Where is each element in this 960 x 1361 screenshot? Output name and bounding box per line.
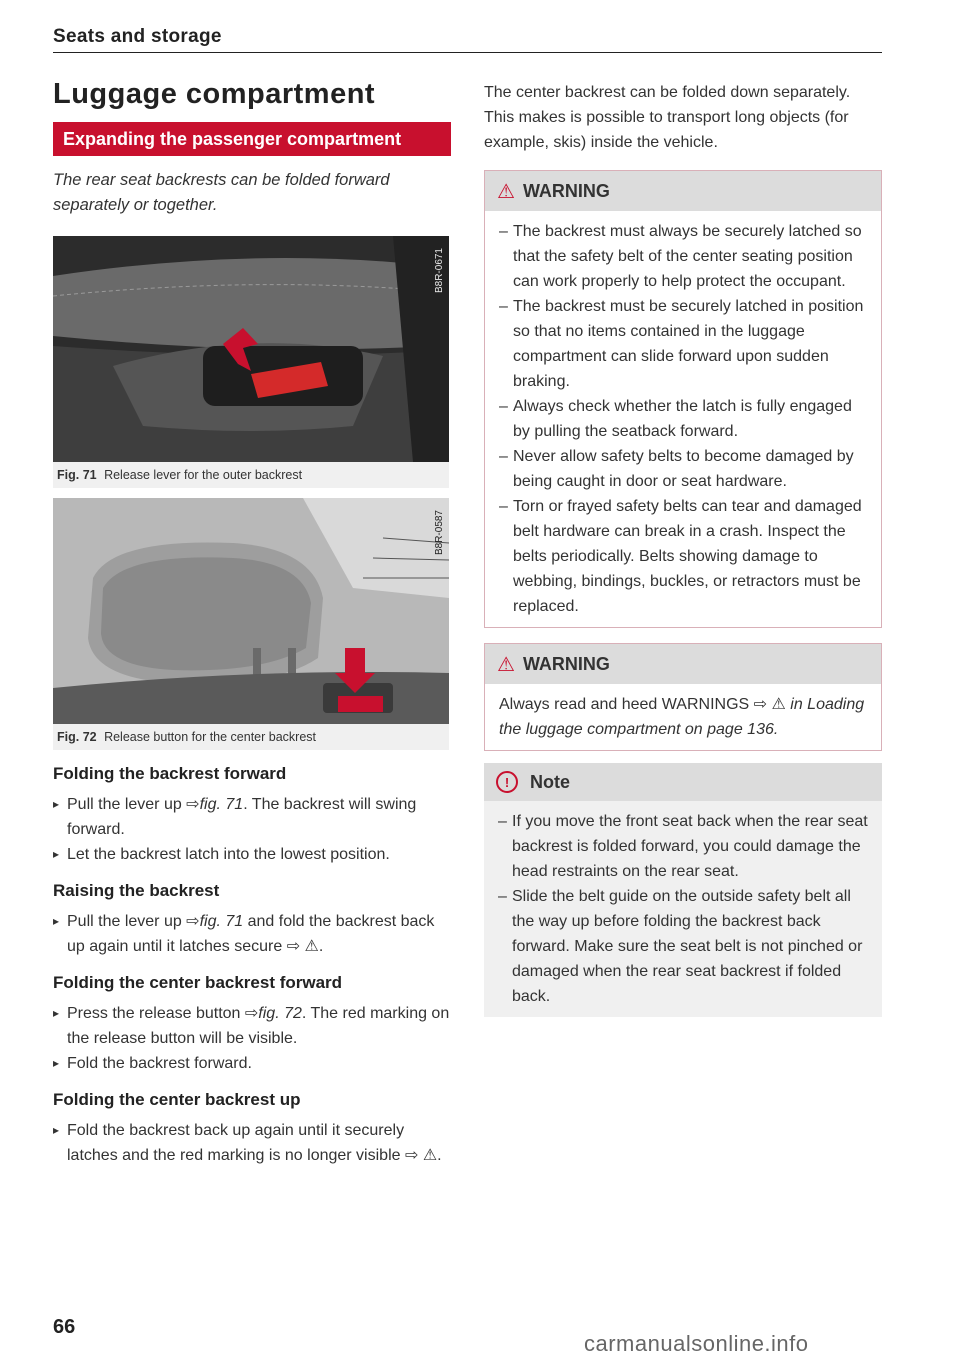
warning-item: – The backrest must always be securely latched so that the safety belt of the center seating position can work properly to help protect the occupant. [499,219,869,294]
warning-box-2 [484,643,882,751]
figure-72-caption [53,724,449,750]
step-item: ▸ Pull the lever up ⇨fig. 71 and fold the backrest back up again until it latches secure ⇨ ⚠. [53,909,451,959]
figure-71-caption [53,462,449,488]
left-column [53,76,451,1168]
warning-triangle-icon: ⚠ [497,653,515,676]
warning-title: WARNING [522,653,610,674]
note-item: – Slide the belt guide on the outside safety belt all the way up before folding the backrest back forward. Make sure the seat belt is not pinched or damaged when the rear seat backrest if folded back. [498,884,870,1009]
warning-header [485,644,881,684]
center-backrest-paragraph: The center backrest can be folded down separately. This makes is possible to transport long objects (for example, skis) inside the vehicle. [484,84,851,151]
figure-71-label: Fig. 71 [57,468,97,482]
steps-list [53,909,451,959]
note-item: – If you move the front seat back when the rear seat backrest is folded forward, you could damage the head restraints on the rear seat. [498,809,870,884]
figure-72-image [53,498,449,724]
warning-item: – Always check whether the latch is fully engaged by pulling the seatback forward. [499,394,869,444]
figure-reference[interactable]: fig. 72 [258,1005,302,1022]
note-header [484,763,882,801]
step-item: ▸ Pull the lever up ⇨fig. 71. The backrest will swing forward. [53,792,451,842]
note-title: Note [530,771,570,792]
figure-reference[interactable]: fig. 71 [199,796,244,813]
step-item: ▸ Let the backrest latch into the lowest position. [53,842,451,867]
figure-71-image [53,236,449,462]
step-item: ▸ Fold the backrest forward. [53,1051,451,1076]
watermark: carmanualsonline.info [584,1331,809,1356]
figure-72-caption-text: Release button for the center backrest [104,730,317,744]
page-title: Luggage compartment [53,78,376,110]
section-heading: Folding the center backrest up [53,1090,301,1109]
warning-item: – Never allow safety belts to become damaged by being caught in door or seat hardware. [499,444,869,494]
section-heading: Folding the backrest forward [53,764,287,783]
warning-box [484,170,882,628]
steps-list [53,1001,451,1076]
figure-72-code: B8R-0587 [434,510,445,556]
figure-71-caption-text: Release lever for the outer backrest [104,468,303,482]
step-item: ▸ Press the release button ⇨fig. 72. The red marking on the release button will be visible. [53,1001,451,1051]
figure-reference[interactable]: fig. 71 [199,913,244,930]
cross-reference-link[interactable]: in Loading the luggage compartment on page 136. [499,696,865,738]
header-rule [53,52,882,53]
section-heading: Folding the center backrest forward [53,973,343,992]
section-heading: Raising the backrest [53,881,220,900]
right-column [484,80,882,1017]
steps-list [53,1118,451,1168]
intro-text: The rear seat backrests can be folded forward separately or together. [53,171,390,214]
warning-item: – Torn or frayed safety belts can tear and damaged belt hardware can break in a crash. Inspect the belts periodically. Belts showing damage to webbing, bindings, buckles, or retractors must be replaced. [499,494,869,619]
note-info-icon: ! [496,771,518,793]
subsection-bar: Expanding the passenger compartment [53,122,451,156]
note-box [484,763,882,1017]
steps-list [53,792,451,867]
step-item: ▸ Fold the backrest back up again until it securely latches and the red marking is no longer visible ⇨ ⚠. [53,1118,451,1168]
figure-72-label: Fig. 72 [57,730,97,744]
note-list [498,809,870,1009]
section-header: Seats and storage [53,26,222,47]
warning-list [499,219,869,619]
warning-text: Always read and heed WARNINGS ⇨ ⚠ in Loading the luggage compartment on page 136. [499,696,865,738]
warning-triangle-icon: ⚠ [497,180,515,203]
page-number: 66 [53,1316,76,1338]
warning-title: WARNING [522,180,610,201]
figure-71-code: B8R-0671 [434,248,445,294]
warning-item: – The backrest must be securely latched in position so that no items contained in the luggage compartment can slide forward upon sudden braking. [499,294,869,394]
warning-header [485,171,881,211]
